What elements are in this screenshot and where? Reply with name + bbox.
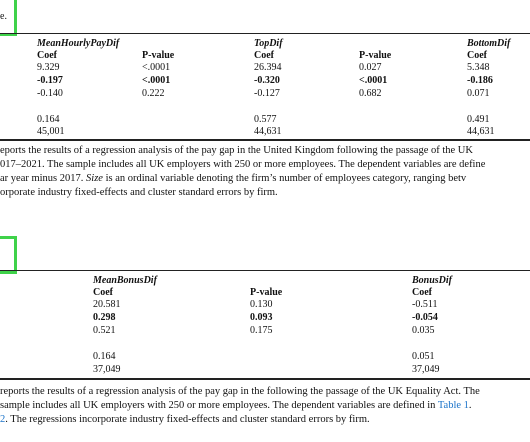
table1-cell: 0.027 (359, 62, 382, 73)
table1-bottom-rule (0, 139, 530, 141)
table2-cell: 0.164 (93, 351, 116, 362)
table1-subheader-pvalue-1: P-value (142, 50, 175, 61)
table2-cell: -0.054 (412, 312, 438, 323)
table2-cell: 0.521 (93, 325, 116, 336)
table1-cell: <.0001 (142, 62, 171, 73)
caption-text: . The regressions incorporate industry fixed-effects and cluster standard errors by firm. (5, 414, 370, 425)
table1-cell: 0.491 (467, 114, 490, 125)
table2-caption-line-2 (0, 399, 472, 413)
table1-cell: 26.394 (254, 62, 282, 73)
table1-cell: <.0001 (142, 75, 171, 86)
table1-cell: 45,001 (37, 126, 65, 137)
table1-cell: -0.127 (254, 88, 280, 99)
caption-text: . (468, 400, 472, 411)
table1-subheader-coef-1: Coef (37, 50, 57, 61)
table1-caption-line-4: orporate industry fixed-effects and cluster standard errors by firm. (0, 187, 278, 198)
table1-cell: -0.197 (37, 75, 63, 86)
table1-header-meanhourlypaydif: MeanHourlyPayDif (37, 38, 120, 49)
table1-caption-line-1: eports the results of a regression analysis of the pay gap in the United Kingdom following the passage of the UK (0, 145, 473, 156)
table2-cell: 0.093 (250, 312, 273, 323)
table1-cell: 0.164 (37, 114, 60, 125)
table1-cell: 44,631 (467, 126, 495, 137)
table1-caption-line-2: 017–2021. The sample includes all UK employers with 250 or more employees. The dependent variables are define (0, 159, 486, 170)
table2-cell: 0.298 (93, 312, 116, 323)
table1-cell: 9.329 (37, 62, 60, 73)
table2-cell: 20.581 (93, 299, 121, 310)
table1-cell: 0.071 (467, 88, 490, 99)
table1-cell: -0.186 (467, 75, 493, 86)
table1-link[interactable]: Table 1 (437, 400, 469, 411)
caption-text: sample includes all UK employers with 250 or more employees. The dependent variables are defined in (0, 400, 438, 411)
table2-cell: 0.175 (250, 325, 273, 336)
table2-cell: 0.130 (250, 299, 273, 310)
table1-title-fragment: e. (0, 11, 7, 22)
table2-cell: 0.035 (412, 325, 435, 336)
table1-subheader-pvalue-2: P-value (359, 50, 392, 61)
table2-bottom-rule (0, 378, 530, 380)
table1-subheader-coef-2: Coef (254, 50, 274, 61)
table1-cell: 5.348 (467, 62, 490, 73)
table2-top-rule (0, 270, 530, 271)
table1-caption-line-3 (0, 172, 466, 186)
table1-subheader-coef-3: Coef (467, 50, 487, 61)
table1-cell: 0.577 (254, 114, 277, 125)
table1-cell: -0.320 (254, 75, 280, 86)
table2-cell: -0.511 (412, 299, 438, 310)
table1-header-bottomdif: BottomDif (467, 38, 511, 49)
table1-cell: -0.140 (37, 88, 63, 99)
table2-subheader-pvalue-1: P-value (250, 287, 283, 298)
table1-top-rule (0, 33, 530, 34)
table1-cell: 44,631 (254, 126, 282, 137)
highlight-box-table2 (0, 236, 17, 274)
table2-cell: 37,049 (412, 364, 440, 375)
table1-header-topdif: TopDif (254, 38, 283, 49)
table2-header-bonusdif: BonusDif (412, 275, 453, 286)
table1-cell: <.0001 (359, 75, 388, 86)
table-ref-link[interactable]: 2 (0, 414, 6, 425)
caption-text: is an ordinal variable denoting the firm’s number of employees category, ranging betv (102, 173, 467, 184)
table2-cell: 0.051 (412, 351, 435, 362)
table1-cell: 0.222 (142, 88, 165, 99)
caption-size-term: Size (86, 173, 103, 184)
caption-text: ar year minus 2017. (0, 173, 87, 184)
table2-subheader-coef-2: Coef (412, 287, 432, 298)
table2-cell: 37,049 (93, 364, 121, 375)
table2-caption-line-3 (0, 413, 370, 427)
table2-caption-line-1: reports the results of a regression analysis of the pay gap in the following the passage of the UK Equality Act. The (0, 386, 480, 397)
table2-header-meanbonusdif: MeanBonusDif (93, 275, 157, 286)
table1-cell: 0.682 (359, 88, 382, 99)
table2-subheader-coef-1: Coef (93, 287, 113, 298)
